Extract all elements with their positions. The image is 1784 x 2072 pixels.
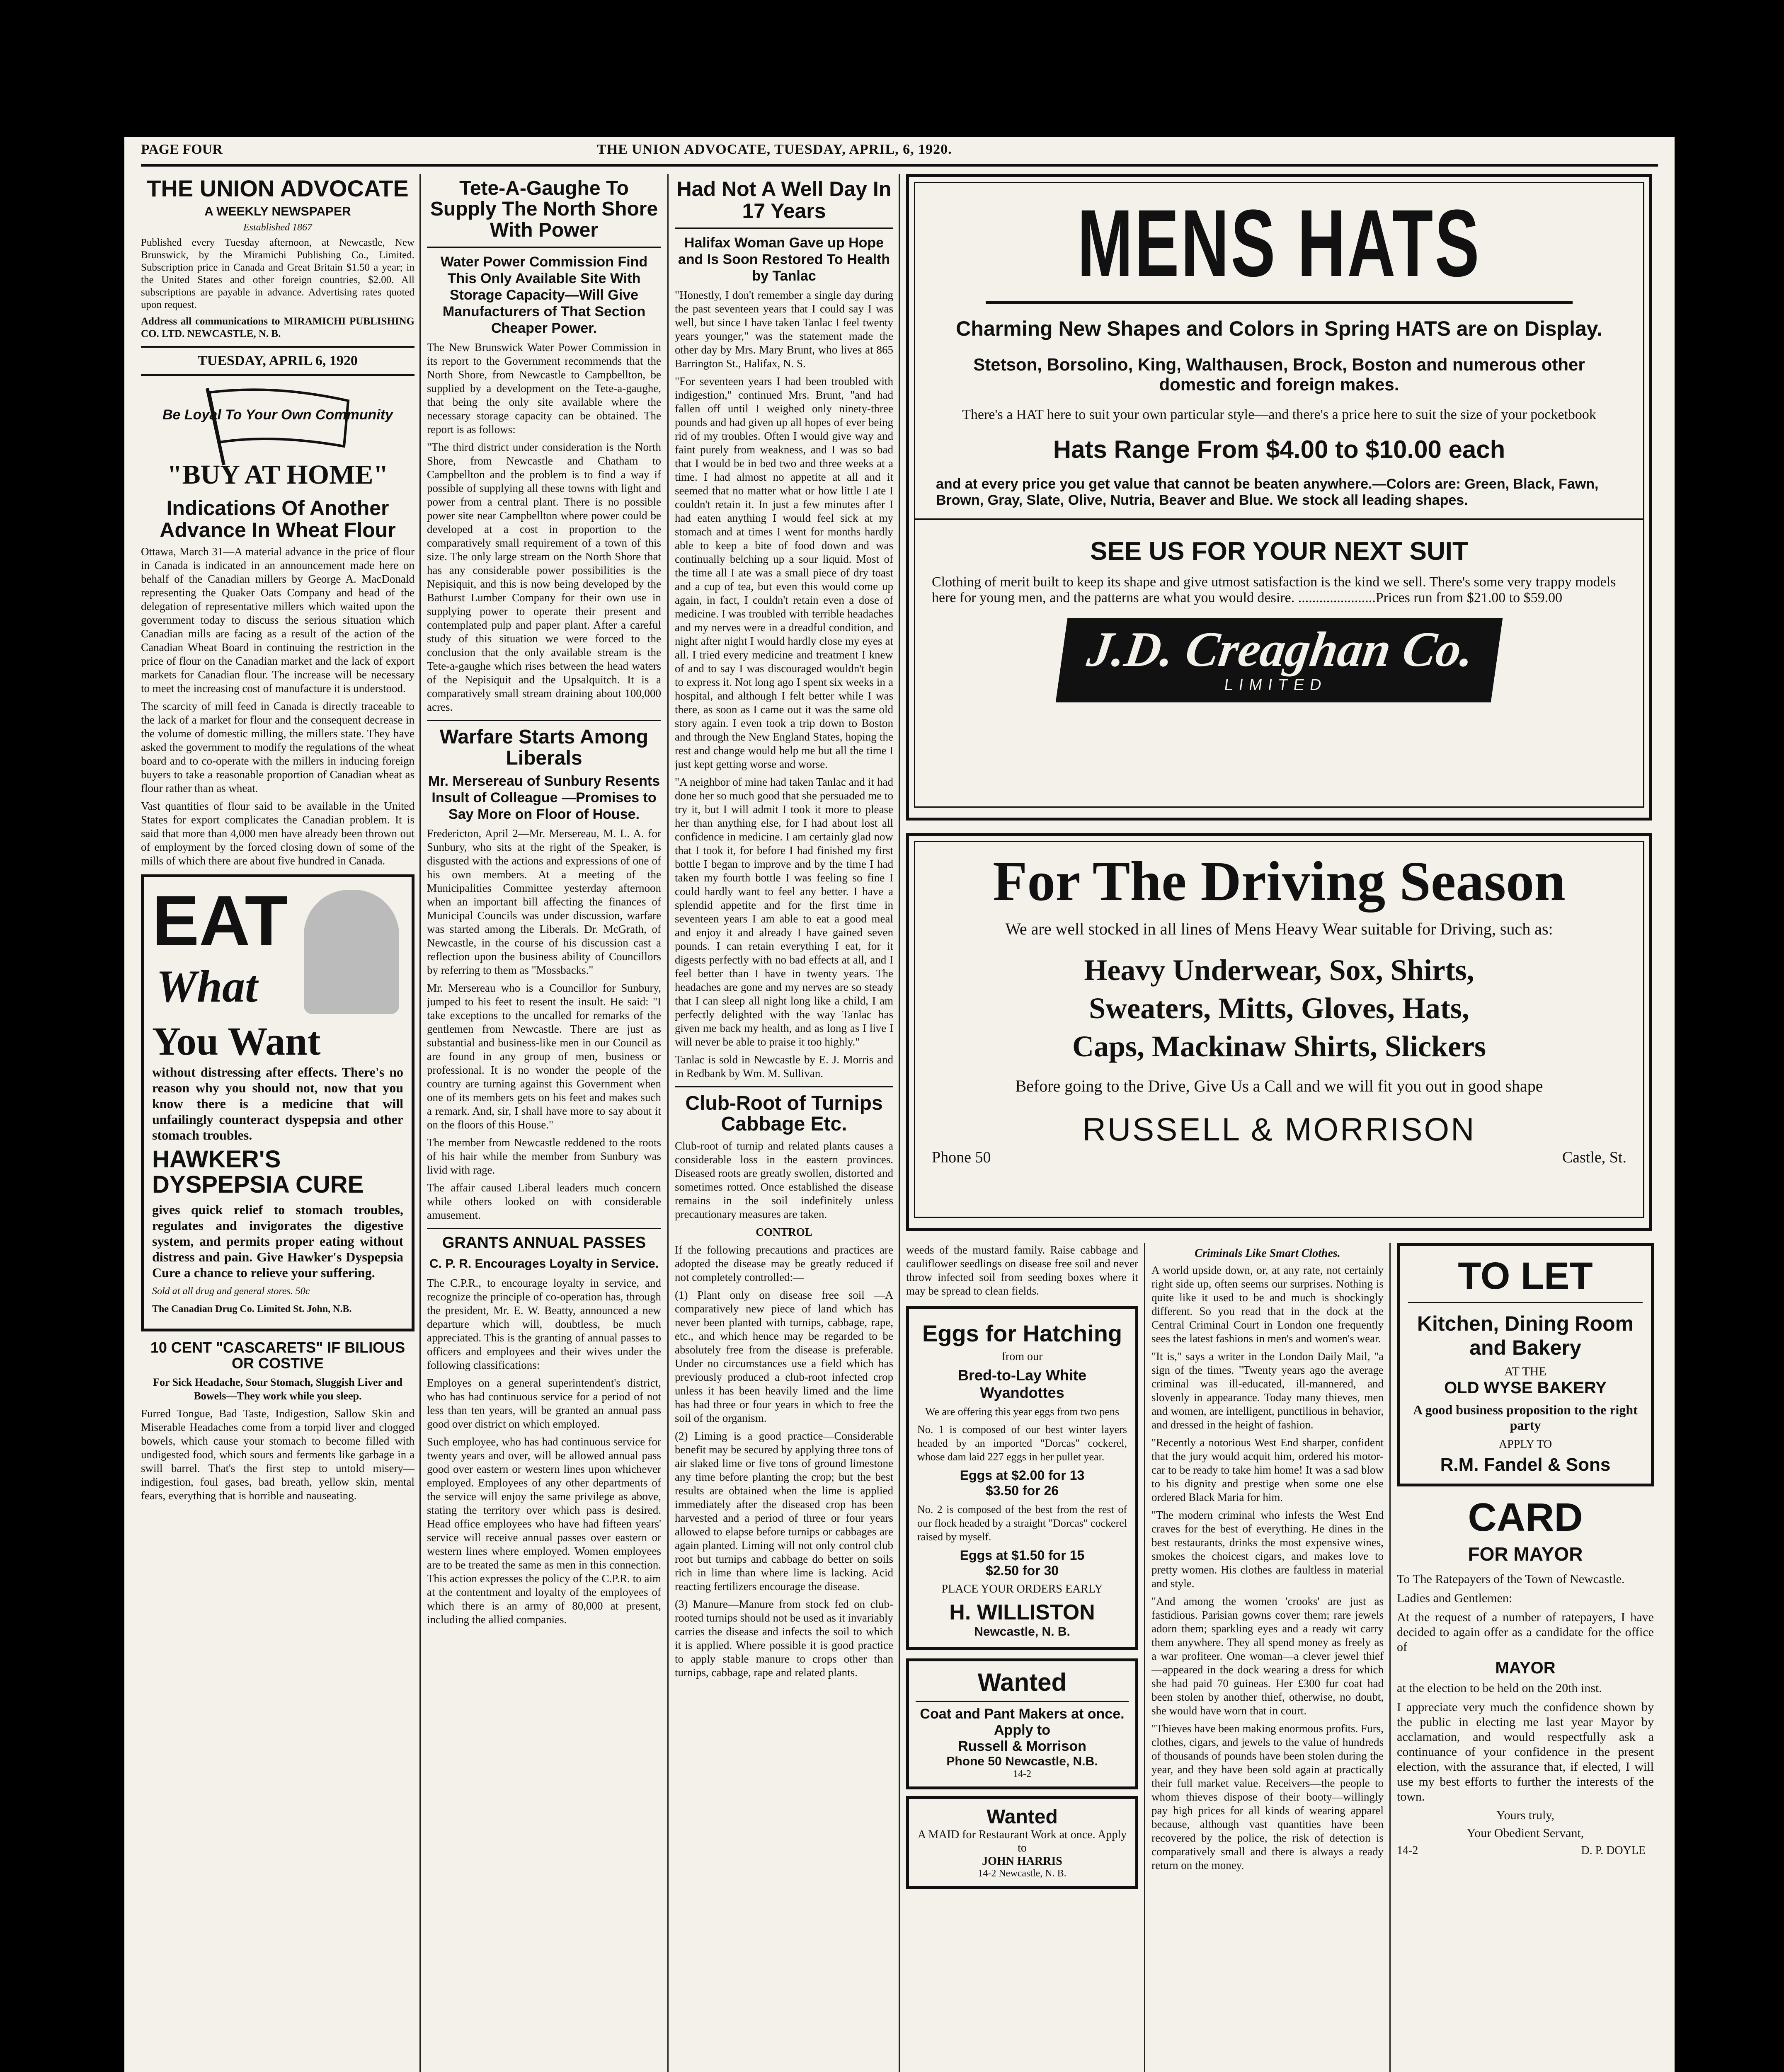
eggs-name: H. WILLISTON: [949, 1600, 1095, 1624]
wanted-2-town: Newcastle, N. B.: [999, 1868, 1067, 1879]
criminals-para: "The modern criminal who infests the West End craves for the best of everything. He dines in the best restaurants, drinks the most expensive wines, smokes the choicest cigars, and makes love to pretty women. His clothes are faultless in material and style.: [1151, 1509, 1384, 1590]
flour-para: The scarcity of mill feed in Canada is directly traceable to the lack of a market for flour and the consequent decrease in the volume of domestic milling, the millers state. They have asked the government to modify the regulations of the wheat board and to co-operate with the millers in inducing foreign buyers to take a reasonable proportion of Canadian wheat as flour rather than as wheat.: [141, 700, 414, 795]
eat-body-2: gives quick relief to stomach troubles, regulates and invigorates the digestive system, and permits proper eating without distress and pain. Give Hawker's Dyspepsia Cure a chance to relieve your suffering.: [152, 1202, 403, 1280]
buy-at-home-slogan: "BUY AT HOME": [167, 459, 389, 490]
tete-para: "The third district under consideration is the North Shore, from Newcastle and Chatham to Campbellton and the problem is to find a way if possible of supplying all these towns with light and power from a central plant. There is no possible power site near Campbellton where power could be developed at a cost in proportion to the comparatively small requirement of a town of this size. The only large stream on the North Shore that has any considerable power possibilities is the Nepisiquit, and this is now being developed by the Bathurst Lumber Company for their own use in supplying power to operate their present and contemplated pulp and paper plant. After a careful study of this situation we were forced to the conclusion that the only available stream is the Tete-a-gaughe which rises between the head waters of the Nepisiquit and the Upsalquitch. It is a comparatively small stream draining about 100,000 acres.: [427, 441, 661, 714]
clubroot-para: (3) Manure—Manure from stock fed on club-rooted turnips should not be used as it invariably carries the disease and infects the soil to which it is applied. Where possible it is good practice to apply stable manure to crops other than turnips, cabbage, rape and related plants.: [675, 1598, 893, 1679]
clubroot-control: CONTROL: [756, 1225, 812, 1238]
tanlac-para: "For seventeen years I had been troubled with indigestion," continued Mrs. Brunt, "and had fallen off until I weighed only ninety-three pounds and had given up all hopes of ever being rid of my troubles. Often I would give way and faint purely from weakness, and I was so bad that I would be in bed two and three weeks at a time. I had almost no appetite at all and it seemed that no matter what or how little I ate I couldn't retain it. In just a few minutes after I had eaten anything I would feel sick at my stomach and at times I went for months hardly able to keep a bite of food down and was continually belching up a sour liquid. Most of the time all I ate was a small piece of dry toast and a cup of tea, but even this would come up again, in fact, I couldn't retain even a dose of medicine. I was troubled with terrible headaches and my nerves were in a dreadful condition, and night after night I would hardly close my eyes at all. I tried every medicine and treatment I knew of and to say I was discouraged wouldn't begin to express it. Not long ago I spent six weeks in a hospital, and although I felt better while I was there, as soon as I came out it was the same old story again. I even took a trip down to Boston and through the New England States, hoping the rest and change would help me but all the time I just kept getting worse and worse.: [675, 375, 893, 770]
column-rule: [667, 174, 669, 2072]
to-let-apply: APPLY TO: [1498, 1438, 1552, 1451]
cascarets-sub: For Sick Headache, Sour Stomach, Sluggish Liver and Bowels—They work while you sleep.: [153, 1376, 402, 1402]
criminals-para: "Thieves have been making enormous profits. Furs, clothes, cigars, and jewels to the value of hundreds of thousands of pounds have been stolen during the year, and they have been sold again at practically their full market value. Receivers—the people to whom thieves dispose of their booty—willingly pay high prices for all kinds of wearing apparel because, although vast quantities have been recovered by the police, the risk of detection is comparatively small and there is always a ready return on the money.: [1151, 1722, 1384, 1872]
warfare-para: The affair caused Liberal leaders much concern while others looked on with considerable amusement.: [427, 1181, 661, 1221]
clubroot-para: (1) Plant only on disease free soil —A comparatively new piece of land which has never been planted with turnips, cabbage, rape, etc., and which hence may be regarded to be absolutely free from the disease is preferable. Under no circumstances use a field which has previously produced a club-root infected crop unless it has been heavily limed and the lime has had three or four years in which to free the soil of the organism.: [675, 1288, 893, 1424]
eggs-pen-2: No. 2 is composed of the best from the rest of our flock headed by a straight "Dorcas" cockerel raised by myself.: [917, 1503, 1127, 1543]
wanted-1-title: Wanted: [977, 1668, 1067, 1696]
page-header: [141, 142, 1658, 162]
to-let-name: R.M. Fandel & Sons: [1440, 1455, 1611, 1475]
tete-sub: Water Power Commission Find This Only Available Site With Storage Capacity—Will Give Manufacturers of That Section Cheaper Power.: [440, 254, 648, 336]
clubroot-para: Club-root of turnip and related plants causes a considerable loss in the eastern provinces. Diseased roots are greatly swollen, distorted and sometimes rotted. Once established the disease remains in the soil indefinitely unless precautionary measures are taken.: [675, 1139, 893, 1220]
tanlac-article: [675, 178, 893, 1080]
criminals-para: A world upside down, or, at any rate, not certainly right side up, often seems our surprises. Nothing is quite like it used to be and much is shockingly different. So you read that in the dock at the Central Criminal Court in London one frequently sees the latest fashions in men's and women's wear.: [1151, 1264, 1384, 1345]
cascarets-body: Furred Tongue, Bad Taste, Indigestion, Sallow Skin and Miserable Headaches come from a torpid liver and clogged bowels, which cause your stomach to become filled with undigested food, which sours and ferments like garbage in a swill barrel. That's the first step to untold misery—indigestion, foul gases, bad breath, yellow skin, mental fears, everything that is horrible and nauseating.: [141, 1407, 414, 1502]
column-3: [675, 174, 893, 2072]
eggs-price-2b: $2.50 for 30: [985, 1563, 1059, 1578]
tanlac-sub: Halifax Woman Gave up Hope and Is Soon Restored To Health by Tanlac: [678, 235, 890, 284]
eggs-price-1b: $3.50 for 26: [985, 1483, 1059, 1498]
eggs-town: Newcastle, N. B.: [974, 1624, 1070, 1639]
cascarets-headline: 10 CENT "CASCARETS" IF BILIOUS OR COSTIVE: [150, 1339, 405, 1372]
eggs-pen-1: No. 1 is composed of our best winter layers headed by an imported "Dorcas" cockerel, whose dam laid 227 eggs in her pullet year.: [917, 1423, 1127, 1463]
card-p3: I appreciate very much the confidence shown by the public in electing me last year Mayor by acclamation, and would respectfully ask a continuance of your confidence in the present election, with the assurance that, if elected, I will use my best efforts to further the interests of the town.: [1397, 1700, 1654, 1803]
paper-dateline: THE UNION ADVOCATE, TUESDAY, APRIL, 6, 1920.: [597, 142, 952, 157]
column-rule: [1389, 1243, 1391, 2072]
card-name: D. P. DOYLE: [1581, 1844, 1646, 1857]
criminals-para: "And among the women 'crooks' are just as fastidious. Parisian gowns cover them; rare jewels adorn them; sparkling eyes and a ready wit carry them anywhere. They all spend money as freely as a war profiteer. One woman—a clever jewel thief—appeared in the dock wearing a dress for which she had paid 70 guineas. Her £300 fur coat had been stolen by another thief, otherwise, no doubt, she would have worn that in court.: [1151, 1595, 1384, 1717]
cpr-sub: C. P. R. Encourages Loyalty in Service.: [429, 1256, 659, 1271]
clubroot-article: [675, 1093, 893, 1680]
driving-line-1: Heavy Underwear, Sox, Shirts,: [1084, 954, 1474, 987]
mens-hats-brands: Stetson, Borsolino, King, Walthausen, Brock, Boston and numerous other domestic and foreign makes.: [973, 355, 1585, 394]
tanlac-headline: Had Not A Well Day In 17 Years: [676, 177, 892, 223]
masthead-subtitle: A WEEKLY NEWSPAPER: [204, 204, 351, 218]
wanted-1-firm: Russell & Morrison: [958, 1738, 1086, 1754]
creaghan-logo-sub: LIMITED: [1223, 676, 1328, 694]
card-title: CARD: [1468, 1495, 1583, 1539]
wanted-makers-ad: [906, 1658, 1138, 1789]
clubroot-para: (2) Liming is a good practice—Considerable benefit may be secured by applying three tons of air slaked lime or five tons of ground limestone any time before planting the crop; but the best results are obtained when the lime is applied immediately after the diseased crop has been harvested and a period of three or four years allowed to elapse before turnips or cabbages are again planted. Liming will not only control club root but turnips and cabbage do better on soils rich in lime than where lime is lacking. Acid reacting fertilizers encourage the disease.: [675, 1429, 893, 1593]
mayor-card: [1397, 1495, 1654, 1861]
mens-hats-colors: and at every price you get value that cannot be beaten anywhere.—Colors are: Green, Black, Fawn, Brown, Gray, Slate, Olive, Nutria, Beaver and Blue. We stock all leading shapes.: [936, 476, 1599, 508]
tete-para: The New Brunswick Water Power Commission in its report to the Government recommends that the North Shore, from Newcastle to Campbellton, be supplied by a development on the Tete-a-gaughe, that being the only site available where the necessary storage capacity can be obtained. The report is as follows:: [427, 341, 661, 436]
masthead-info: Published every Tuesday afternoon, at Newcastle, New Brunswick, by the Miramichi Publishing Co., Limited. Subscription price in Canada and Great Britain $1.50 a year; in the United States and other foreign countries, $2.00. All subscriptions are payable in advance. Advertising rates quoted upon request.: [141, 237, 414, 311]
eat-what-you-want-ad: [141, 874, 414, 1331]
eat-word: EAT: [152, 881, 288, 961]
mens-hats-style: There's a HAT here to suit your own particular style—and there's a price here to suit the size of your pocketbook: [962, 407, 1596, 422]
wanted-2-title: Wanted: [987, 1806, 1058, 1828]
buy-at-home: [141, 384, 414, 489]
cpr-para: Such employee, who has had continuous service for twenty years and over, will be allowed annual pass good over eastern or western lines upon whichever employed. Employees of any other departments of the service will enjoy the same privilege as above, stating the territory over which pass is desired. Head office employees who have had fifteen years' service will receive annual passes over eastern or western lines where employed. Women employees are to be treated the same as men in this connection. This action expresses the policy of the C.P.R. to aim at the contentment and loyalty of the employees of which there is an army of 80,000 at present, including the allied companies.: [427, 1435, 661, 1626]
card-p1: At the request of a number of ratepayers, I have decided to again offer as a candidate for the office of: [1397, 1610, 1654, 1654]
tete-article: [427, 178, 661, 714]
driving-street: Castle, St.: [1562, 1149, 1626, 1166]
wanted-2-body: A MAID for Restaurant Work at once. Apply to: [917, 1828, 1127, 1854]
eat-body: without distressing after effects. There's no reason why you should not, now that you know there is a medicine that will unfailingly counteract dyspepsia and other stomach troubles.: [152, 1065, 403, 1143]
masthead-address: Address all communications to MIRAMICHI PUBLISHING CO. LTD. NEWCASTLE, N. B.: [141, 316, 414, 340]
cpr-para: Employes on a general superintendent's district, who has had continuous service for a period of not less than ten years, will be granted an annual pass good over district on which employed.: [427, 1376, 661, 1430]
eggs-order: PLACE YOUR ORDERS EARLY: [941, 1582, 1103, 1595]
to-let-ad: [1397, 1243, 1654, 1486]
column-4-lower: [906, 1243, 1138, 2072]
to-let-at: AT THE: [1504, 1365, 1546, 1378]
cpr-para: The C.P.R., to encourage loyalty in service, and recognize the principle of co-operation has, through the president, Mr. E. W. Beatty, announced a new departure which will, doubtless, be much appreciated. This is the granting of annual passes to officers and employees and their wives under the following classifications:: [427, 1276, 661, 1371]
driving-store: RUSSELL & MORRISON: [1082, 1111, 1476, 1147]
column-5-lower: [1151, 1243, 1384, 2072]
column-rule: [419, 174, 421, 2072]
to-let-offer: A good business proposition to the right party: [1413, 1402, 1638, 1433]
eggs-breed: Bred-to-Lay White Wyandottes: [958, 1366, 1086, 1401]
to-let-body: Kitchen, Dining Room and Bakery: [1417, 1312, 1634, 1359]
criminals-headline: Criminals Like Smart Clothes.: [1195, 1247, 1340, 1260]
wanted-2-name: JOHN HARRIS: [982, 1854, 1062, 1868]
warfare-headline: Warfare Starts Among Liberals: [439, 726, 649, 769]
flag-icon: [191, 384, 365, 467]
mens-hats-range: Hats Range From $4.00 to $10.00 each: [1053, 436, 1505, 463]
wanted-1-body: Coat and Pant Makers at once. Apply to: [920, 1706, 1125, 1738]
wanted-2-ref: 14-2: [978, 1868, 996, 1879]
driving-outro: Before going to the Drive, Give Us a Call and we will fit you out in good shape: [1015, 1077, 1543, 1095]
eat-sold: Sold at all drug and general stores. 50c: [152, 1286, 310, 1297]
warfare-para: Fredericton, April 2—Mr. Mersereau, M. L. A. for Sunbury, who sits at the right of the Speaker, is disgusted with the actions and expressions of one of his own members. At a meeting of the Municipalities Committee yesterday afternoon when an important bill affecting the finances of Municipal Councils was under discussion, warfare was started among the Liberals. Dr. McGrath, of Newcastle, in the course of his discussion cast a reflection upon the business ability of Councillors by referring to them as "Mossbacks.": [427, 827, 661, 976]
clubroot-continued: weeds of the mustard family. Raise cabbage and cauliflower seedlings on disease free soil and never throw infected soil from seeding boxes where it may be spread to clean fields.: [906, 1244, 1138, 1297]
flour-headline: Indications Of Another Advance In Wheat Flour: [160, 496, 396, 542]
mens-hats-suit-body: Clothing of merit built to keep its shape and give utmost satisfaction is the kind we sell. There's some very trappy models here for young men, and the patterns are what you would desire. ......................Prices run from $21.00 to $59.00: [932, 574, 1616, 605]
warfare-para: Mr. Mersereau who is a Councillor for Sunbury, jumped to his feet to resent the insult. He said: "I take exceptions to the uncalled for remarks of the gentlemen from Newcastle. There are just as substantial and business-like men in our Council as are found in any group of men, business or professional. It is no wonder the people of the country are turning against this Government when one of its members gets on his feet and makes such a remark. And, sir, I shall have more to say about it on the floors of this House.": [427, 981, 661, 1131]
flag-slogan: Be Loyal To Your Own Community: [162, 407, 393, 423]
column-rule: [1144, 1243, 1145, 2072]
card-to: To The Ratepayers of the Town of Newcastle.: [1397, 1572, 1625, 1586]
driving-phone: Phone 50: [932, 1149, 991, 1166]
column-1: [141, 174, 414, 2072]
page-number: PAGE FOUR: [141, 142, 223, 157]
flour-para: Ottawa, March 31—A material advance in the price of flour in Canada is indicated in an announcement made here on behalf of the Canadian millers by George A. MacDonald representing the Quaker Oats Company and head of the delegation of representative millers which waited upon the government today to discuss the serious situation which Canadian mills are facing as a result of the action of the Canadian Wheat Board in continuing the restriction in the price of flour on the Canadian market and the lack of export markets for Canadian flour. The increase will be necessary to meet the increasing cost of manufacture it is understood.: [141, 545, 414, 695]
clubroot-para: If the following precautions and practices are adopted the disease may be greatly reduced if not completely controlled:—: [675, 1243, 893, 1283]
masthead-title: THE UNION ADVOCATE: [147, 175, 409, 201]
column-6-lower: [1397, 1243, 1654, 2072]
driving-season-ad: [906, 833, 1652, 1231]
masthead-established: Established 1867: [243, 222, 312, 233]
eat-maker: The Canadian Drug Co. Limited St. John, N.B.: [152, 1304, 352, 1315]
flour-article: [141, 497, 414, 868]
card-greet: Ladies and Gentlemen:: [1397, 1591, 1513, 1605]
tete-headline: Tete-A-Gaughe To Supply The North Shore With Power: [430, 177, 658, 241]
mens-hats-tagline: Charming New Shapes and Colors in Spring HATS are on Display.: [956, 317, 1602, 340]
man-illustration-icon: [304, 890, 399, 1014]
column-rule: [899, 174, 900, 2072]
card-p2: at the election to be held on the 20th inst.: [1397, 1681, 1602, 1695]
creaghan-logo-text: J.D. Creaghan Co.: [1084, 622, 1478, 677]
warfare-para: The member from Newcastle reddened to the roots of his hair while the member from Sunbury was livid with rage.: [427, 1136, 661, 1176]
eggs-offer: We are offering this year eggs from two pens: [925, 1405, 1120, 1418]
driving-line-3: Caps, Mackinaw Shirts, Slickers: [1072, 1030, 1486, 1063]
cpr-headline: GRANTS ANNUAL PASSES: [442, 1234, 646, 1251]
driving-title: For The Driving Season: [993, 850, 1566, 913]
to-let-place: OLD WYSE BAKERY: [1444, 1379, 1607, 1397]
eggs-price-1a: Eggs at $2.00 for 13: [960, 1467, 1085, 1483]
warfare-article: [427, 727, 661, 1222]
card-servant: Your Obedient Servant,: [1466, 1826, 1584, 1840]
card-close: Yours truly,: [1496, 1808, 1555, 1822]
wanted-1-town: Newcastle, N.B.: [1005, 1754, 1098, 1768]
mens-hats-suit: SEE US FOR YOUR NEXT SUIT: [1090, 537, 1468, 566]
wanted-maid-ad: [906, 1796, 1138, 1889]
you-want-word: You Want: [152, 1019, 321, 1064]
flour-para: Vast quantities of flour said to be available in the United States for export complicates the Canadian problem. It is said that more than 4,000 men have already been thrown out of employment by the forced closing down of some of the mills of which there are about five hundred in Canada.: [141, 800, 414, 867]
wanted-1-ref: 14-2: [1013, 1768, 1031, 1779]
mens-hats-title: MENS HATS: [1077, 190, 1481, 296]
masthead: [141, 177, 414, 376]
creaghan-logo: [1056, 618, 1503, 702]
dyspepsia-brand: HAWKER'S DYSPEPSIA CURE: [152, 1146, 364, 1198]
criminals-para: "It is," says a writer in the London Daily Mail, "a sign of the times. "Twenty years ago the average criminal was ill-educated, ill-mannered, and slovenly in appearance. Today many thieves, men and women, are intelligent, punctilious in behavior, and dressed in the height of fashion.: [1151, 1350, 1384, 1431]
masthead-date: TUESDAY, APRIL 6, 1920: [198, 353, 358, 369]
wanted-1-phone: Phone 50: [946, 1754, 1002, 1768]
card-sub: FOR MAYOR: [1468, 1543, 1583, 1565]
header-rule: [141, 164, 1658, 167]
what-word: What: [156, 961, 258, 1012]
mens-hats-ad: [906, 174, 1652, 821]
eggs-from: from our: [1001, 1350, 1043, 1363]
newspaper-page: [124, 137, 1675, 2072]
card-ref: 14-2: [1397, 1844, 1418, 1857]
to-let-title: TO LET: [1458, 1255, 1593, 1297]
clubroot-headline: Club-Root of Turnips Cabbage Etc.: [685, 1092, 883, 1135]
driving-line-2: Sweaters, Mitts, Gloves, Hats,: [1089, 992, 1469, 1025]
driving-intro: We are well stocked in all lines of Mens Heavy Wear suitable for Driving, such as:: [1005, 920, 1553, 938]
tanlac-para: Tanlac is sold in Newcastle by E. J. Morris and in Redbank by Wm. M. Sullivan.: [675, 1053, 893, 1080]
cpr-article: [427, 1235, 661, 1627]
card-office: MAYOR: [1495, 1659, 1556, 1677]
criminals-para: "Recently a notorious West End sharper, confident that the jury would acquit him, ordered his motor-car to be ready to take him home! It was a sad blow to his dignity and prestige when some one else ordered Black Maria for him.: [1151, 1436, 1384, 1504]
warfare-sub: Mr. Mersereau of Sunbury Resents Insult of Colleague —Promises to Say More on Floor of House.: [428, 773, 660, 822]
eggs-title: Eggs for Hatching: [922, 1320, 1122, 1346]
eggs-hatching-ad: [906, 1306, 1138, 1650]
eggs-price-2a: Eggs at $1.50 for 15: [960, 1547, 1085, 1563]
tanlac-para: "A neighbor of mine had taken Tanlac and it had done her so much good that she persuaded me to try it, but I will admit I took it more to please her than anything else, for I had about lost all confidence in medicine. I am certainly glad now that I took it, for before I had finished my first bottle I began to improve and by the time I had taken my fourth bottle I was feeling so fine I could hardly want to feel any better. I have a splendid appetite and for the first time in seventeen years I am able to eat a good meal and enjoy it and already I have gained seven pounds. I can retain everything I eat, for it digests perfectly with no bad effects at all, and I feel better than I have in twenty years. The headaches are gone and my nerves are so steady that I can sleep all night long like a child, I am perfectly delighted with the way Tanlac has given me back my health, and as long as I live I will never be able to praise it too highly.": [675, 776, 893, 1048]
cascarets-article: [141, 1340, 414, 1503]
tanlac-para: "Honestly, I don't remember a single day during the past seventeen years that I could say I was well, but since I have taken Tanlac I feel twenty years younger," was the statement made the other day by Mrs. Mary Brunt, who lives at 865 Barrington St., Halifax, N. S.: [675, 289, 893, 370]
column-2: [427, 174, 661, 2072]
